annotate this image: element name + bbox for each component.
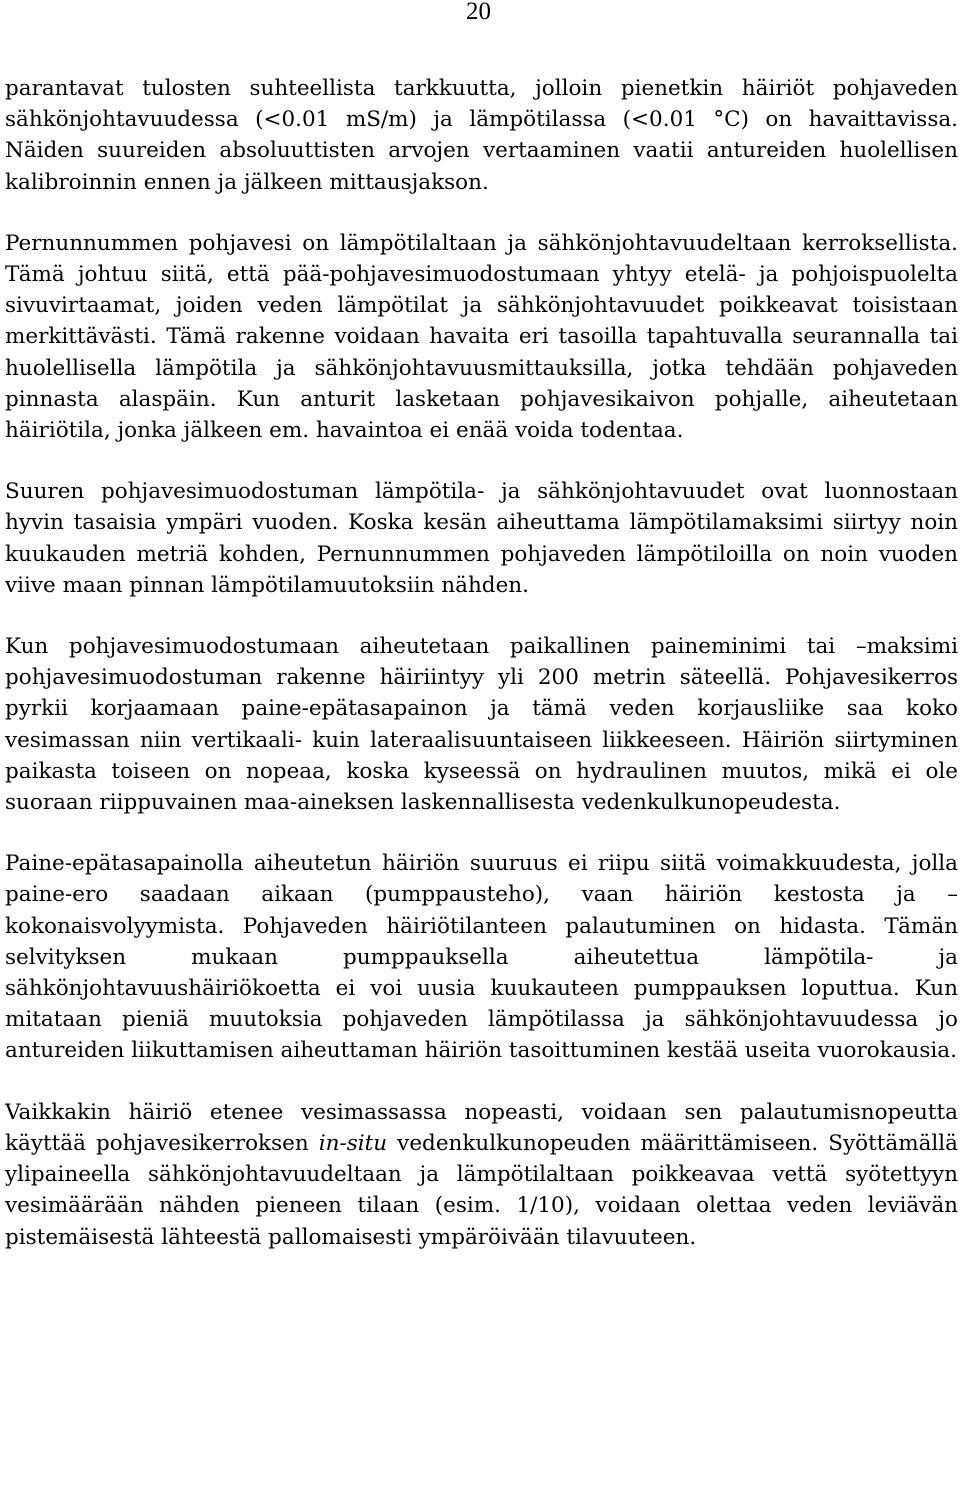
paragraph-in-situ-before: Vaikkakin häiriö etenee vesimassassa nopeasti, voidaan sen palautumisnopeutta käyttää pohjavesikerroksen: [5, 1099, 958, 1156]
paragraph-in-situ-method: [5, 1097, 958, 1253]
body-text: [5, 73, 958, 1283]
paragraph-in-situ-after: vedenkulkunopeuden määrittämiseen. Syöttämällä ylipaineella sähkönjohtavuudeltaan ja lämpötilaltaan poikkeavaa vettä syötettyyn vesimäärään nähden pieneen tilaan (esim. 1/10), voidaan olettaa veden leviävän pistemäisestä lähteestä pallomaisesti ympäröivään tilavuuteen.: [5, 1130, 958, 1250]
paragraph-stratification: Pernunnummen pohjavesi on lämpötilaltaan ja sähkönjohtavuudeltaan kerroksellista. Tämä johtuu siitä, että pää-pohjavesimuodostumaan yhtyy etelä- ja pohjoispuolelta sivuvirtaamat, joiden veden lämpötilat ja sähkönjohtavuudet poikkeavat toisistaan merkittävästi. Tämä rakenne voidaan havaita eri tasoilla tapahtuvalla seurannalla tai huolellisella lämpötila ja sähkönjohtavuusmittauksilla, jotka tehdään pohjaveden pinnasta alaspäin. Kun anturit lasketaan pohjavesikaivon pohjalle, aiheutetaan häiriötila, jonka jälkeen em. havaintoa ei enää voida todentaa.: [5, 230, 958, 444]
page-number: 20: [466, 0, 491, 25]
in-situ-term: in-situ: [318, 1130, 388, 1156]
paragraph-seasonal-stability: Suuren pohjavesimuodostuman lämpötila- ja sähkönjohtavuudet ovat luonnostaan hyvin tasaisia ympäri vuoden. Koska kesän aiheuttama lämpötilamaksimi siirtyy noin kuukauden metriä kohden, Pernunnummen pohjaveden lämpötiloilla on noin vuoden viive maan pinnan lämpötilamuutoksiin nähden.: [5, 479, 958, 598]
paragraph-measurement-accuracy: parantavat tulosten suhteellista tarkkuutta, jolloin pienetkin häiriöt pohjaveden sähkönjohtavuudessa (<0.01 mS/m) ja lämpötilassa (<0.01 °C) on havaittavissa. Näiden suureiden absoluuttisten arvojen vertaaminen vaatii antureiden huolellisen kalibroinnin ennen ja jälkeen mittausjakson.: [5, 76, 958, 195]
paragraph-disturbance-recovery: Paine-epätasapainolla aiheutetun häiriön suuruus ei riipu siitä voimakkuudesta, jolla paine-ero saadaan aikaan (pumppausteho), vaan häiriön kestosta ja –kokonaisvolyymista. Pohjaveden häiriötilanteen palautuminen on hidasta. Tämän selvityksen mukaan pumppauksella aiheutettua lämpötila- ja sähkönjohtavuushäiriökoetta ei voi uusia kuukauteen pumppauksen loputtua. Kun mitataan pieniä muutoksia pohjaveden lämpötilassa ja sähkönjohtavuudessa jo antureiden liikuttamisen aiheuttaman häiriön tasoittuminen kestää useita vuorokausia.: [5, 851, 958, 1064]
paragraph-pressure-disturbance: Kun pohjavesimuodostumaan aiheutetaan paikallinen paineminimi tai –maksimi pohjavesimuodostuman rakenne häiriintyy yli 200 metrin säteellä. Pohjavesikerros pyrkii korjaamaan paine-epätasapainon ja tämä veden korjausliike saa koko vesimassan niin vertikaali- kuin lateraalisuuntaiseen liikkeeseen. Häiriön siirtyminen paikasta toiseen on nopeaa, koska kyseessä on hydraulinen muutos, mikä ei ole suoraan riippuvainen maa-aineksen laskennallisesta vedenkulkunopeudesta.: [5, 634, 958, 816]
